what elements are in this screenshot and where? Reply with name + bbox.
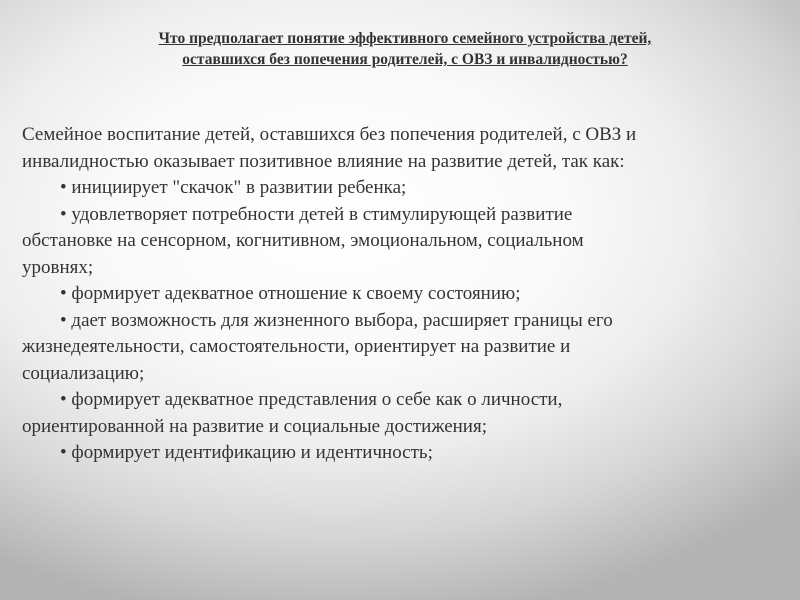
bullet-item-4-line-2: жизнедеятельности, самостоятельности, ориентирует на развитие и bbox=[22, 336, 571, 357]
bullet-item-6 bbox=[22, 440, 792, 467]
bullet-item-2 bbox=[22, 202, 792, 229]
bullet-item-6-line-1: • формирует идентификацию и идентичность; bbox=[60, 442, 433, 463]
bullet-item-2-line-3: уровнях; bbox=[22, 256, 94, 278]
intro-line-2: инвалидностью оказывает позитивное влияние на развитие детей, так как: bbox=[22, 150, 625, 172]
bullet-item-4-line-3: социализацию; bbox=[22, 362, 145, 384]
bullet-item-5-line-1: • формирует адекватное представления о себе как о личности, bbox=[60, 389, 563, 410]
bullet-item-3-line-1: • формирует адекватное отношение к своему состоянию; bbox=[60, 283, 521, 304]
intro-line-1: Семейное воспитание детей, оставшихся без попечения родителей, с ОВЗ и bbox=[22, 124, 637, 145]
bullet-item-4 bbox=[22, 308, 792, 335]
bullet-item-5-line-2: ориентированной на развитие и социальные достижения; bbox=[22, 415, 487, 437]
bullet-item-1 bbox=[22, 175, 792, 202]
bullet-item-5 bbox=[22, 387, 792, 414]
title-line-2: оставшихся без попечения родителей, с ОВЗ и инвалидностью? bbox=[182, 51, 628, 68]
title-line-1: Что предполагает понятие эффективного семейного устройства детей, bbox=[158, 30, 652, 47]
bullet-item-3 bbox=[22, 281, 792, 308]
bullet-item-2-line-2: обстановке на сенсорном, когнитивном, эмоциональном, социальном bbox=[22, 230, 584, 251]
slide-body bbox=[22, 122, 792, 467]
bullet-item-2-line-1: • удовлетворяет потребности детей в стимулирующей развитие bbox=[60, 203, 573, 225]
bullet-item-1-line-1: • инициирует "скачок" в развитии ребенка; bbox=[60, 177, 407, 198]
bullet-item-4-line-1: • дает возможность для жизненного выбора, расширяет границы его bbox=[60, 309, 613, 331]
slide-title bbox=[70, 28, 740, 70]
